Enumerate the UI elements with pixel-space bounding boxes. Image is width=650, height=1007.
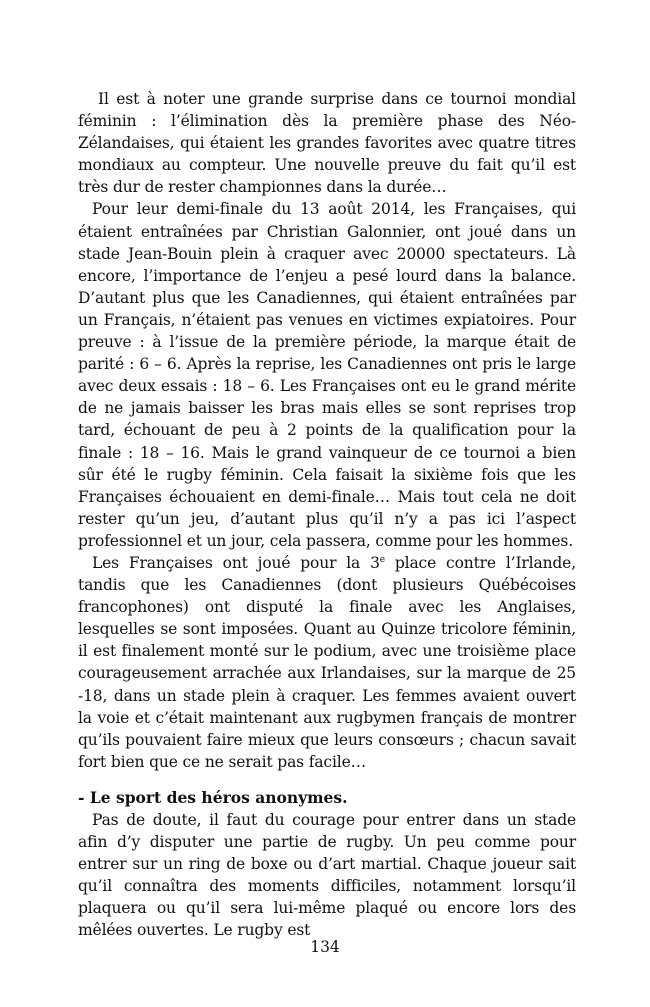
paragraph-third-place bbox=[78, 552, 576, 773]
paragraph-world-cup-surprise: Il est à noter une grande surprise dans ce tournoi mondial féminin : l’élimination dès la première phase des Néo-Zélandaises, qui étaient les grandes favorites avec quatre titres mondiaux au compteur. Une nouvelle preuve du fait qu’il est très dur de rester championnes dans la durée… bbox=[78, 90, 576, 197]
page-body bbox=[78, 88, 576, 942]
ordinal-superscript: e bbox=[379, 554, 385, 565]
paragraph-third-place-start: Les Françaises ont joué pour la 3 bbox=[92, 553, 380, 572]
paragraph-third-place-rest: place contre l’Irlande, tandis que les Canadiennes (dont plusieurs Québécoises francophones) ont disputé la finale avec les Anglaises, lesquelles se sont imposées. Quant au Quinze tricolore féminin, il est finalement monté sur le podium, avec une troisième place courageusement arrachée aux Irlandaises, sur la marque de 25 -18, dans un stade plein à craquer. Les femmes avaient ouvert la voie et c’était maintenant aux rugbymen français de montrer qu’ils pouvaient faire mieux que leurs consœurs ; chacun savait fort bien que ce ne serait pas facile… bbox=[78, 553, 576, 771]
paragraph-courage: Pas de doute, il faut du courage pour entrer dans un stade afin d’y disputer une partie de rugby. Un peu comme pour entrer sur un ring de boxe ou d’art martial. Chaque joueur sait qu’il connaîtra des moments difficiles, notamment lorsqu’il plaquera ou qu’il sera lui-même plaqué ou encore lors des mêlées ouvertes. Le rugby est bbox=[78, 811, 576, 940]
section-heading: - Le sport des héros anonymes. bbox=[78, 787, 348, 807]
page-number: 134 bbox=[310, 938, 340, 956]
paragraph-semi-final: Pour leur demi-finale du 13 août 2014, les Françaises, qui étaient entraînées par Christian Galonnier, ont joué dans un stade Jean-Bouin plein à craquer avec 20000 spectateurs. Là encore, l’importance de l’enjeu a pesé lourd dans la balance. D’autant plus que les Canadiennes, qui étaient entraînées par un Français, n’étaient pas venues en victimes expiatoires. Pour preuve : à l’issue de la première période, la marque était de parité : 6 – 6. Après la reprise, les Canadiennes ont pris le large avec deux essais : 18 – 6. Les Françaises ont eu le grand mérite de ne jamais baisser les bras mais elles se sont reprises trop tard, échouant de peu à 2 points de la qualification pour la finale : 18 – 16. Mais le grand vainqueur de ce tournoi a bien sûr été le rugby féminin. Cela faisait la sixième fois que les Françaises échouaient en demi-finale… Mais tout cela ne doit rester qu’un jeu, d’autant plus qu’il n’y a pas ici l’aspect professionnel et un jour, cela passera, comme pour les hommes. bbox=[78, 200, 576, 550]
